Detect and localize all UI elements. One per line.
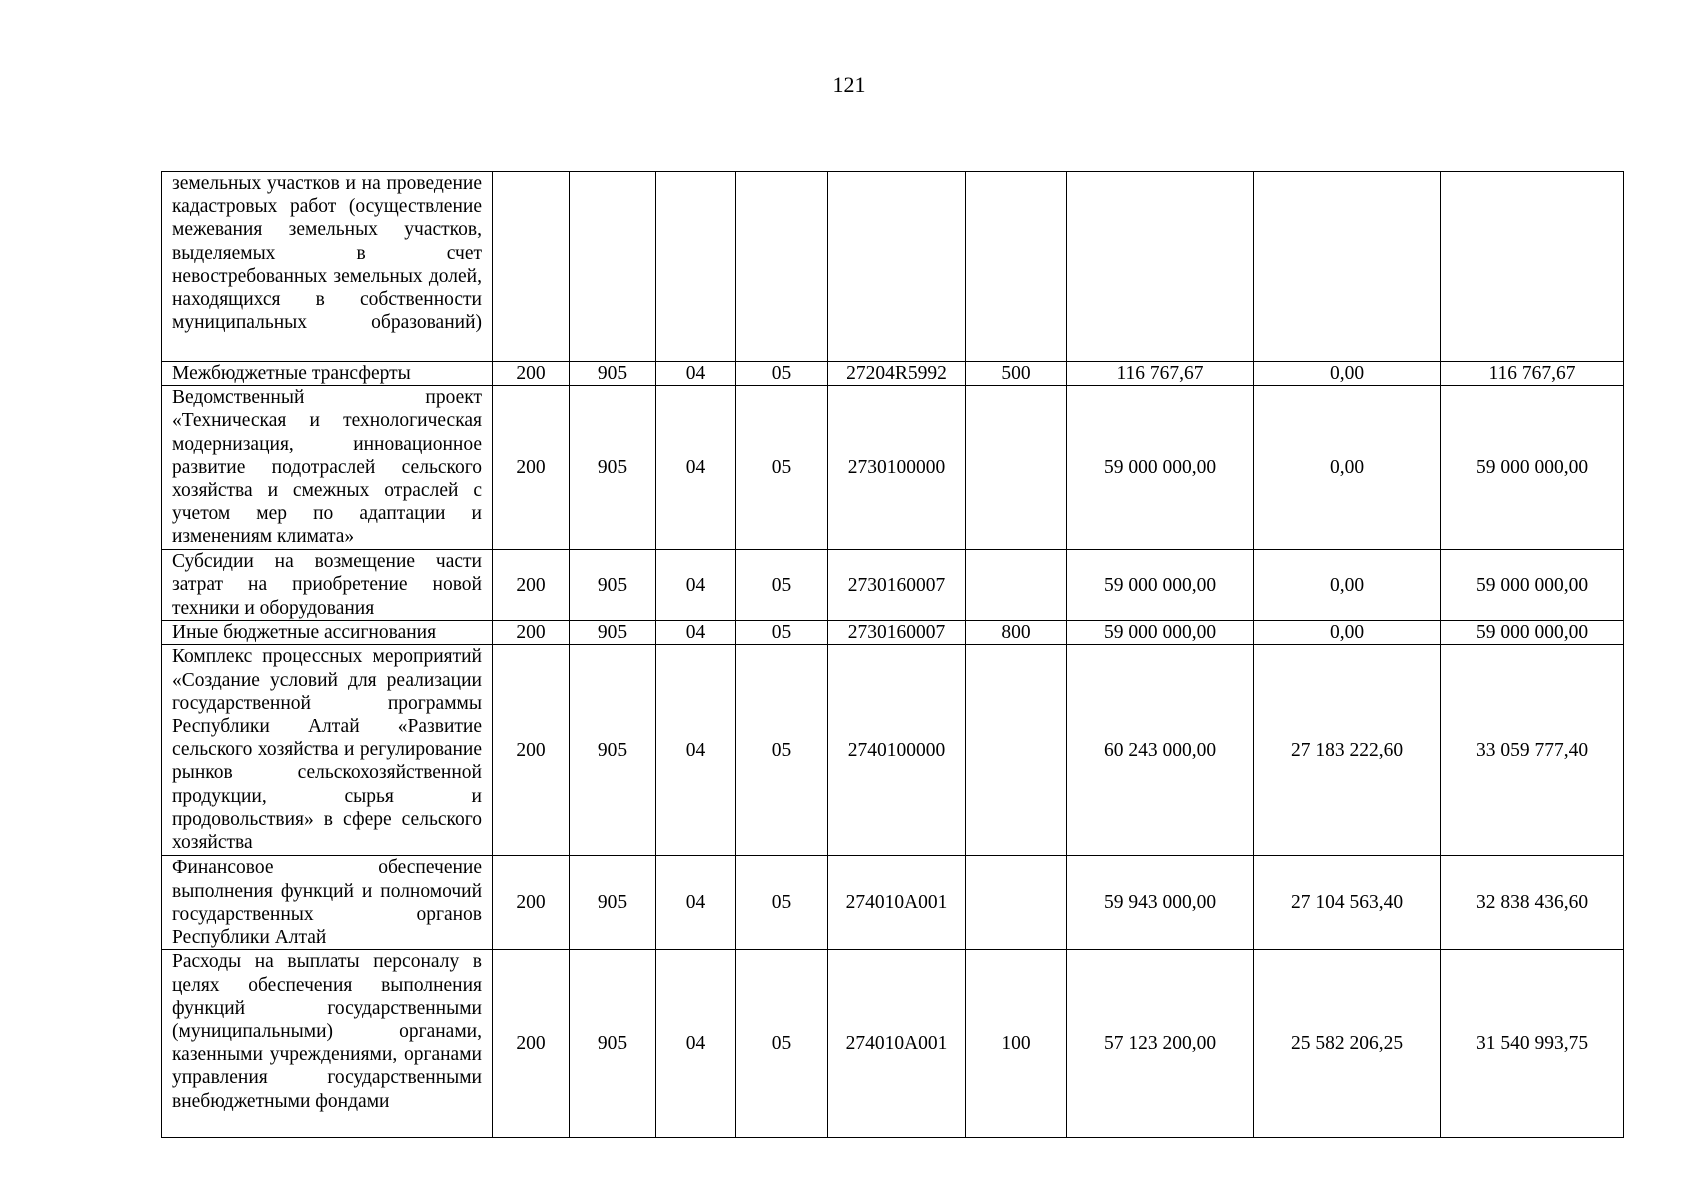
cell-c6: 800 bbox=[966, 621, 1067, 645]
cell-c9: 59 000 000,00 bbox=[1441, 621, 1624, 645]
cell-c5: 2730100000 bbox=[828, 386, 966, 550]
cell-c5: 274010А001 bbox=[828, 950, 966, 1138]
cell-c7: 57 123 200,00 bbox=[1067, 950, 1254, 1138]
cell-c9: 59 000 000,00 bbox=[1441, 550, 1624, 621]
cell-c3: 04 bbox=[656, 550, 736, 621]
cell-c6: 100 bbox=[966, 950, 1067, 1138]
cell-c1: 200 bbox=[493, 550, 570, 621]
cell-c7: 60 243 000,00 bbox=[1067, 645, 1254, 856]
row-name-cell: Финансовое обеспечение выполнения функций и полномочий государственных органов Республики Алтай bbox=[162, 856, 493, 950]
table-row bbox=[162, 950, 1624, 1138]
cell-c9: 33 059 777,40 bbox=[1441, 645, 1624, 856]
cell-c1 bbox=[493, 172, 570, 362]
cell-c2: 905 bbox=[570, 386, 656, 550]
cell-c8: 27 104 563,40 bbox=[1254, 856, 1441, 950]
cell-c2: 905 bbox=[570, 550, 656, 621]
cell-c9: 32 838 436,60 bbox=[1441, 856, 1624, 950]
table-row bbox=[162, 362, 1624, 386]
table-row bbox=[162, 386, 1624, 550]
cell-c9 bbox=[1441, 172, 1624, 362]
cell-c2: 905 bbox=[570, 645, 656, 856]
cell-c4: 05 bbox=[736, 550, 828, 621]
cell-c8: 25 582 206,25 bbox=[1254, 950, 1441, 1138]
row-name-cell: Комплекс процессных мероприятий «Создание условий для реализации государственной программы Республики Алтай «Развитие сельского хозяйства и регулирование рынков сельскохозяйственной продукции, сырья и продовольствия» в сфере сельского хозяйства bbox=[162, 645, 493, 856]
table-row bbox=[162, 645, 1624, 856]
cell-c5: 2740100000 bbox=[828, 645, 966, 856]
cell-c3: 04 bbox=[656, 386, 736, 550]
cell-c7 bbox=[1067, 172, 1254, 362]
cell-c2 bbox=[570, 172, 656, 362]
table-row bbox=[162, 621, 1624, 645]
cell-c6 bbox=[966, 550, 1067, 621]
row-name-cell: Субсидии на возмещение части затрат на приобретение новой техники и оборудования bbox=[162, 550, 493, 621]
budget-table bbox=[161, 171, 1624, 1138]
cell-c2: 905 bbox=[570, 856, 656, 950]
row-name-cell: земельных участков и на проведение кадастровых работ (осуществление межевания земельных участков, выделяемых в счет невостребованных земельных долей, находящихся в собственности муниципальных образований) bbox=[162, 172, 493, 362]
cell-c4: 05 bbox=[736, 362, 828, 386]
cell-c4: 05 bbox=[736, 856, 828, 950]
cell-c6 bbox=[966, 386, 1067, 550]
cell-c4: 05 bbox=[736, 386, 828, 550]
cell-c4: 05 bbox=[736, 621, 828, 645]
cell-c4: 05 bbox=[736, 645, 828, 856]
cell-c7: 59 943 000,00 bbox=[1067, 856, 1254, 950]
table-row bbox=[162, 550, 1624, 621]
cell-c3: 04 bbox=[656, 950, 736, 1138]
page-number: 121 bbox=[832, 72, 866, 97]
cell-c8: 0,00 bbox=[1254, 362, 1441, 386]
cell-c6: 500 bbox=[966, 362, 1067, 386]
cell-c3: 04 bbox=[656, 856, 736, 950]
cell-c5 bbox=[828, 172, 966, 362]
cell-c8: 0,00 bbox=[1254, 550, 1441, 621]
cell-c7: 59 000 000,00 bbox=[1067, 386, 1254, 550]
cell-c1: 200 bbox=[493, 386, 570, 550]
table-row bbox=[162, 856, 1624, 950]
row-name-cell: Иные бюджетные ассигнования bbox=[162, 621, 493, 645]
cell-c5: 27204R5992 bbox=[828, 362, 966, 386]
row-name-cell: Ведомственный проект «Техническая и технологическая модернизация, инновационное развитие подотраслей сельского хозяйства и смежных отраслей с учетом мер по адаптации и изменениям климата» bbox=[162, 386, 493, 550]
cell-c3: 04 bbox=[656, 362, 736, 386]
cell-c3: 04 bbox=[656, 621, 736, 645]
cell-c8 bbox=[1254, 172, 1441, 362]
row-name-cell: Межбюджетные трансферты bbox=[162, 362, 493, 386]
cell-c5: 274010А001 bbox=[828, 856, 966, 950]
row-name-cell: Расходы на выплаты персоналу в целях обеспечения выполнения функций государственными (муниципальными) органами, казенными учреждениями, органами управления государственными внебюджетными фондами bbox=[162, 950, 493, 1138]
cell-c1: 200 bbox=[493, 645, 570, 856]
cell-c7: 59 000 000,00 bbox=[1067, 550, 1254, 621]
cell-c3 bbox=[656, 172, 736, 362]
cell-c1: 200 bbox=[493, 950, 570, 1138]
cell-c6 bbox=[966, 645, 1067, 856]
cell-c9: 59 000 000,00 bbox=[1441, 386, 1624, 550]
cell-c9: 116 767,67 bbox=[1441, 362, 1624, 386]
cell-c8: 0,00 bbox=[1254, 621, 1441, 645]
cell-c4 bbox=[736, 172, 828, 362]
cell-c1: 200 bbox=[493, 856, 570, 950]
cell-c8: 27 183 222,60 bbox=[1254, 645, 1441, 856]
cell-c2: 905 bbox=[570, 950, 656, 1138]
cell-c7: 59 000 000,00 bbox=[1067, 621, 1254, 645]
cell-c4: 05 bbox=[736, 950, 828, 1138]
cell-c3: 04 bbox=[656, 645, 736, 856]
cell-c5: 2730160007 bbox=[828, 621, 966, 645]
cell-c6 bbox=[966, 856, 1067, 950]
cell-c2: 905 bbox=[570, 621, 656, 645]
table-row bbox=[162, 172, 1624, 362]
cell-c8: 0,00 bbox=[1254, 386, 1441, 550]
cell-c6 bbox=[966, 172, 1067, 362]
cell-c1: 200 bbox=[493, 621, 570, 645]
cell-c9: 31 540 993,75 bbox=[1441, 950, 1624, 1138]
cell-c5: 2730160007 bbox=[828, 550, 966, 621]
cell-c7: 116 767,67 bbox=[1067, 362, 1254, 386]
cell-c2: 905 bbox=[570, 362, 656, 386]
cell-c1: 200 bbox=[493, 362, 570, 386]
